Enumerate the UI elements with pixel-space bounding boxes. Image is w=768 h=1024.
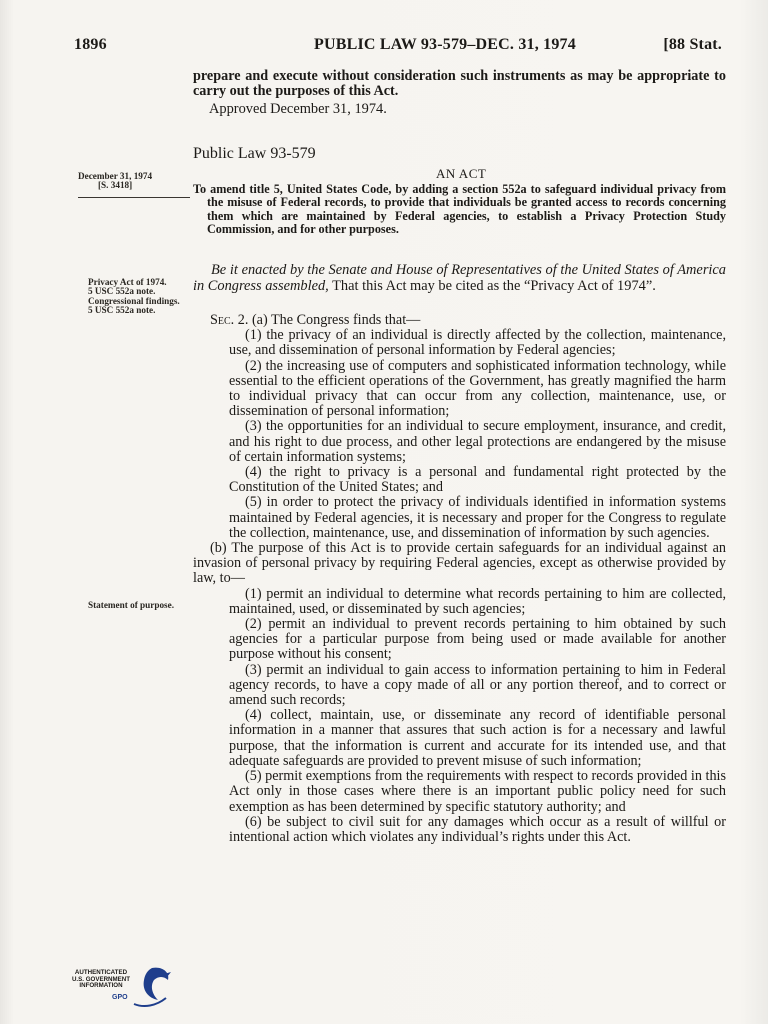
act-summary <box>193 183 726 237</box>
finding-2: (2) the increasing use of computers and sophisticated information technology, while essential to the efficient operations of the Government, has greatly magnified the harm to individual privacy that can occur from any collection, maintenance, use, or dissemination of personal information; <box>229 357 726 420</box>
margin-date: December 31, 1974 <box>78 171 153 181</box>
finding-5: (5) in order to protect the privacy of individuals identified in information systems maintained by Federal agencies, it is necessary and proper for the Congress to regulate the collection, maintenance, use, and dissemination of information by such agencies. <box>229 494 726 541</box>
purpose-6: (6) be subject to civil suit for any damages which occur as a result of willful or intentional action which violates any individual’s rights under this Act. <box>229 813 726 845</box>
eagle-icon <box>124 964 174 1010</box>
purpose-3: (3) permit an individual to gain access to information pertaining to him in Federal agency records, to have a copy made of all or any portion thereof, and to correct or amend such records; <box>229 661 726 709</box>
margin-purpose: Statement of purpose. <box>88 600 174 610</box>
purpose-1: (1) permit an individual to determine what records pertaining to him are collected, maintained, used, or disseminated by such agencies; <box>229 585 726 617</box>
margin-privacy-act: Privacy Act of 1974. <box>88 277 167 287</box>
margin-date-note <box>78 172 188 198</box>
running-title: PUBLIC LAW 93-579–DEC. 31, 1974 <box>314 36 576 53</box>
summary-text: To amend title 5, United States Code, by adding a section 552a to safeguard individual privacy from the misuse of Federal records, to provide that individuals be granted access to records concerning them which are maintained by Federal agencies, to establish a Privacy Protection Study Commission, and for other purposes. <box>193 182 726 237</box>
margin-privacy-notes <box>88 278 184 316</box>
approved-date: Approved December 31, 1974. <box>209 101 387 117</box>
margin-bill: [S. 3418] <box>98 180 133 191</box>
statute-reference: [88 Stat. <box>663 36 722 53</box>
purpose-4: (4) collect, maintain, use, or disseminate any record of identifiable personal information in a manner that assures that such action is for a necessary and lawful purpose, that the information is current and accurate for its intended use, and that adequate safeguards are provided to prevent misuse of such information; <box>229 707 726 769</box>
margin-usc-2: 5 USC 552a note. <box>88 305 156 316</box>
finding-4: (4) the right to privacy is a personal and fundamental right protected by the Constitution of the United States; and <box>229 464 726 496</box>
logo-line-1: AUTHENTICATED <box>74 969 128 976</box>
purpose-5: (5) permit exemptions from the requirements with respect to records provided in this Act only in those cases where there is an important public policy need for such exemption as has been determined by specific statutory authority; and <box>229 768 726 815</box>
logo-line-3: INFORMATION <box>79 982 123 990</box>
enacting-rest: That this Act may be cited as the “Privacy Act of 1974”. <box>328 278 656 294</box>
page-number: 1896 <box>74 36 107 53</box>
sec2-lead <box>193 313 726 328</box>
page-header <box>62 36 722 56</box>
sec2-lead-text: (a) The Congress finds that— <box>248 312 421 328</box>
sec2-label: Sec. 2. <box>210 312 249 328</box>
prepare-paragraph: prepare and execute without consideration such instruments as may be appropriate to carry out the purposes of this Act. <box>193 68 726 100</box>
purpose-2: (2) permit an individual to prevent records pertaining to him obtained by such agencies for a particular purpose from being used or made available for another purpose without his consent; <box>229 616 726 663</box>
margin-usc-1: 5 USC 552a note. <box>88 286 156 297</box>
an-act-heading: AN ACT <box>436 166 487 181</box>
public-law-number: Public Law 93-579 <box>193 145 316 162</box>
finding-3: (3) the opportunities for an individual to secure employment, insurance, and credit, and his right to due process, and other legal protections are endangered by the misuse of certain information systems; <box>229 418 726 465</box>
finding-1: (1) the privacy of an individual is directly affected by the collection, maintenance, use, and dissemination of personal information by Federal agencies; <box>229 327 726 359</box>
enacting-italic: Be it enacted by the Senate and House of Representatives of the United States of America in Congress assembled, <box>193 262 726 294</box>
gpo-authentication-logo <box>62 964 182 1014</box>
purpose-lead: (b) The purpose of this Act is to provide certain safeguards for an individual against an invasion of personal privacy by requiring Federal agencies, except as otherwise provided by law, to— <box>193 540 726 587</box>
section-2 <box>193 313 726 845</box>
margin-rule <box>78 197 190 198</box>
margin-findings: Congressional findings. <box>88 295 180 306</box>
logo-gpo: GPO <box>112 994 128 1001</box>
enacting-clause <box>193 262 726 294</box>
logo-line-2: U.S. GOVERNMENT <box>71 975 131 983</box>
